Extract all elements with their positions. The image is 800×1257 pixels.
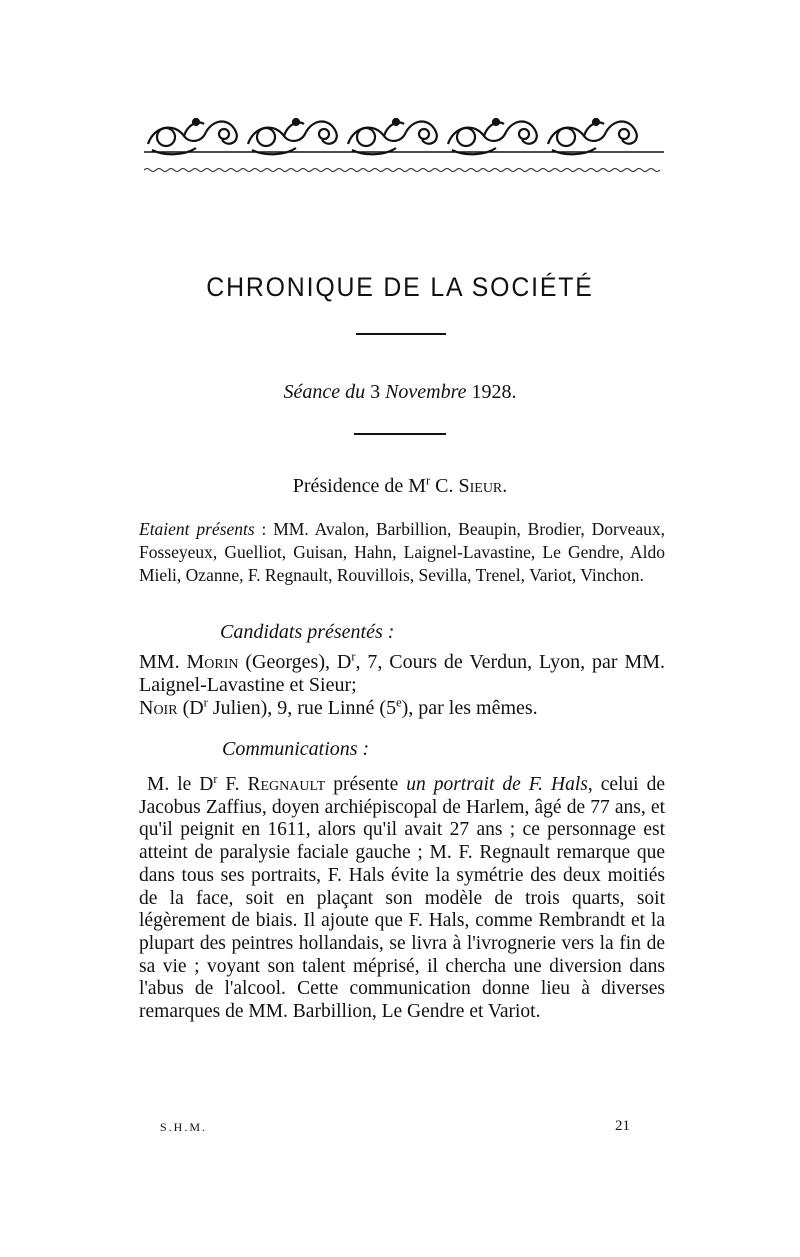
candidates-paragraph (139, 651, 665, 720)
decorative-header-ornament (144, 112, 664, 162)
attendees-list: : MM. Avalon, Barbillion, Beaupin, Brodier, Dorveaux, Fosseyeux, Guelliot, Guisan, Hahn, Laignel-Lavastine, Le Gendre, Aldo Mieli, Ozanne, F. Regnault, Rouvillois, Sevilla, Trenel, Variot, Vinchon. (139, 519, 665, 585)
presidence-line (0, 475, 800, 498)
seance-prefix: Séance du (283, 381, 366, 403)
footer-signature: S.H.M. (160, 1120, 208, 1134)
page-number: 21 (615, 1118, 630, 1134)
comm-text: présente (325, 774, 407, 795)
comm-text: M. le D (147, 774, 214, 795)
candidate-name: Morin (186, 651, 239, 673)
candidate-text: Julien), 9, rue Linné (5 (207, 697, 397, 719)
comm-text: , celui de Jacobus Zaffius, doyen archiépiscopal de Harlem, âgé de 77 ans, et qu'il peignit en 1611, alors qu'il avait 27 ans ; ce personnage est atteint de paralysie faciale gauche ; M. F. Regnault remarque que dans tous ses portraits, F. Hals évite la symétrie des deux moitiés de la face, soit en plaçant son modèle de trois quarts, soit légèrement de biais. Il ajoute que F. Hals, comme Rembrandt et la plupart des peintres hollandais, se livra à l'ivrognerie vers la fin de sa vie ; voyant son talent méprisé, il chercha une diversion dans l'abus de l'alcool. Cette communication donne lieu à diverses remarques de MM. Barbillion, Le Gendre et Variot. (139, 774, 665, 1023)
wavy-rule (144, 165, 664, 175)
candidate-text: MM. (139, 651, 187, 673)
comm-text: F. (217, 774, 248, 795)
comm-author-name: Regnault (247, 774, 326, 795)
candidate-text: (Georges), D (238, 651, 352, 673)
candidate-text: ), par les mêmes. (401, 697, 538, 719)
seance-year: 1928. (471, 381, 517, 403)
superscript: r (351, 649, 356, 664)
comm-italic-title: un portrait de F. Hals (406, 774, 588, 795)
attendees-paragraph (139, 518, 665, 587)
seance-date: 3 (370, 381, 381, 403)
seance-month: Novembre (385, 381, 467, 403)
presidence-sup: r (426, 473, 431, 488)
seance-heading (0, 381, 800, 404)
divider-rule (356, 333, 446, 335)
communications-heading: Communications : (222, 738, 370, 760)
superscript: e (396, 695, 402, 710)
superscript: r (203, 695, 208, 710)
divider-rule (354, 433, 446, 435)
attendees-label: Etaient présents (139, 519, 255, 539)
candidate-text: , 7, Cours de Verdun, Lyon, par MM. Laignel-Lavastine et Sieur; (139, 651, 666, 696)
superscript: r (213, 771, 218, 786)
presidence-prefix: Présidence de M (292, 475, 426, 497)
candidates-heading: Candidats présentés : (220, 621, 395, 643)
presidence-initial: C. (435, 475, 454, 497)
candidate-text: (D (177, 697, 204, 719)
page-title: CHRONIQUE DE LA SOCIÉTÉ (206, 272, 594, 302)
communications-paragraph (139, 771, 665, 1024)
candidate-name: Noir (139, 697, 178, 719)
presidence-name: Sieur. (458, 475, 508, 497)
